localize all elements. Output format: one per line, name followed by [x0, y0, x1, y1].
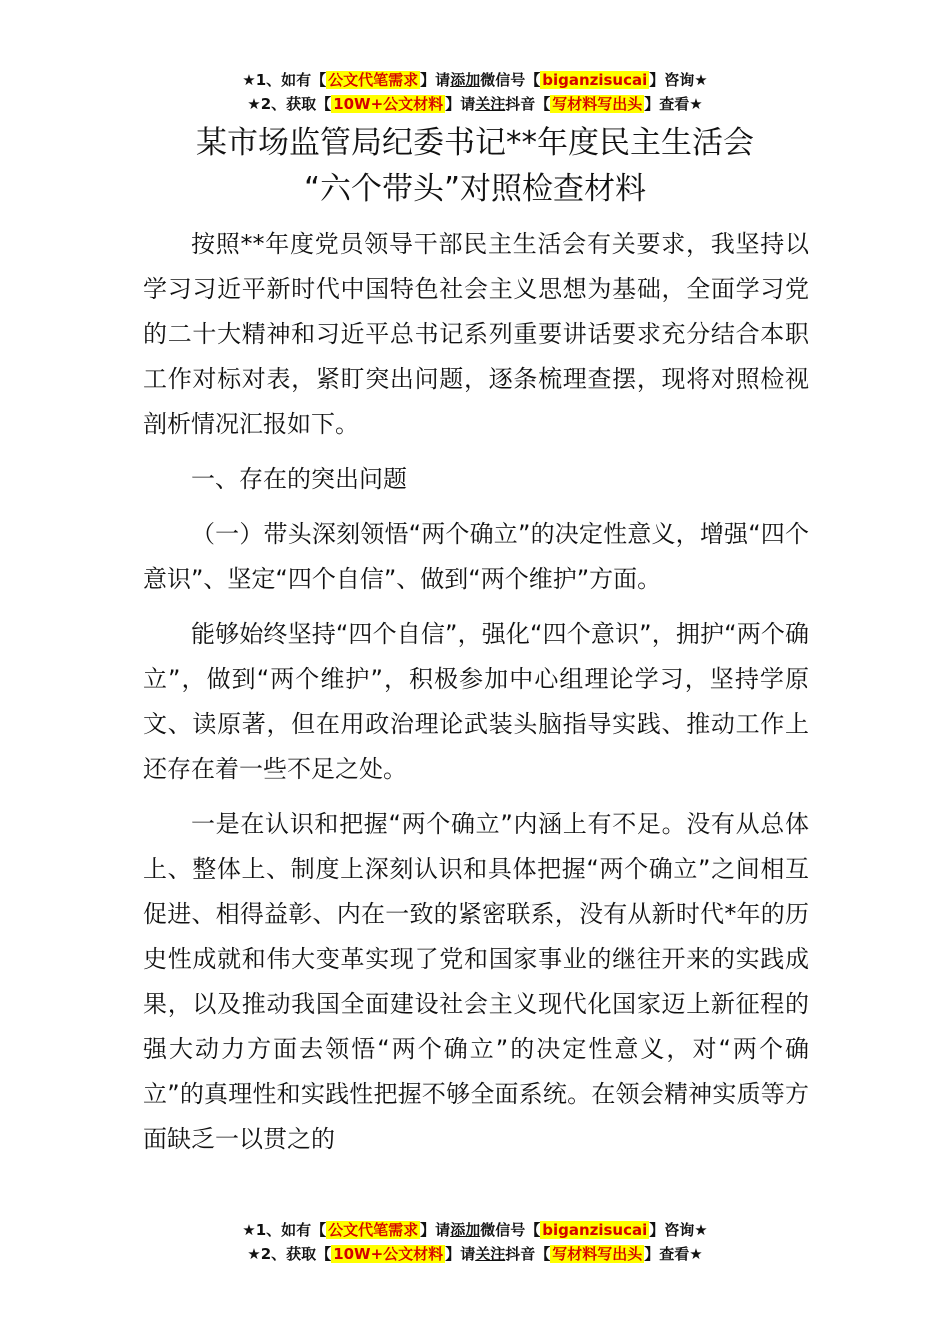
- banner-underline: 添加: [450, 71, 481, 89]
- body-paragraph: 一是在认识和把握“两个确立”内涵上有不足。没有从总体上、整体上、制度上深刻认识和具体把握“两个确立”之间相互促进、相得益彰、内在一致的紧密联系，没有从新时代*年的历史性成就和伟大变革实现了党和国家事业的继往开来的实践成果，以及推动我国全面建设社会主义现代化国家迈上新征程的强大动力方面去领悟“两个确立”的决定性意义，对“两个确立”的真理性和实践性把握不够全面系统。在领会精神实质等方面缺乏一以贯之的: [143, 810, 809, 1153]
- banner-highlight: biganzisucai: [542, 1221, 648, 1239]
- banner-highlight: 10W+公文材料: [333, 95, 444, 113]
- banner-highlight: 公文代笔需求: [328, 71, 419, 89]
- banner-text: ★2、获取【: [247, 95, 332, 113]
- banner-text: ★2、获取【: [247, 1245, 332, 1263]
- section-heading: 一、存在的突出问题: [191, 465, 407, 493]
- banner-line-1: [0, 1218, 950, 1242]
- body-paragraph: 能够始终坚持“四个自信”，强化“四个意识”，拥护“两个确立”，做到“两个维护”，积极参加中心组理论学习，坚持学原文、读原著，但在用政治理论武装头脑指导实践、推动工作上还存在着一些不足之处。: [143, 620, 809, 783]
- banner-text: 】请: [420, 1221, 451, 1239]
- title-line-1: 某市场监管局纪委书记**年度民主生活会: [196, 125, 754, 161]
- banner-highlight: 写材料写出头: [552, 1245, 643, 1263]
- title-line-2: “六个带头”对照检查材料: [303, 171, 647, 207]
- banner-text: 抖音【: [505, 95, 551, 113]
- banner-text: ★1、如有【: [242, 71, 327, 89]
- intro-paragraph: 按照**年度党员领导干部民主生活会有关要求，我坚持以学习习近平新时代中国特色社会主义思想为基础，全面学习党的二十大精神和习近平总书记系列重要讲话要求充分结合本职工作对标对表，紧盯突出问题，逐条梳理查摆，现将对照检视剖析情况汇报如下。: [143, 230, 809, 438]
- header-ad-banner: [0, 68, 950, 116]
- banner-text: 】请: [420, 71, 451, 89]
- footer-ad-banner: [0, 1218, 950, 1266]
- banner-text: 】咨询★: [649, 71, 708, 89]
- banner-text: 】查看★: [644, 1245, 703, 1263]
- banner-highlight: 10W+公文材料: [333, 1245, 444, 1263]
- banner-line-2: [0, 1242, 950, 1266]
- banner-text: 微信号【: [480, 71, 541, 89]
- subsection-heading: （一）带头深刻领悟“两个确立”的决定性意义，增强“四个意识”、坚定“四个自信”、做到“两个维护”方面。: [143, 520, 809, 593]
- banner-text: 抖音【: [505, 1245, 551, 1263]
- banner-text: 微信号【: [480, 1221, 541, 1239]
- banner-text: 】请: [445, 95, 476, 113]
- banner-underline: 添加: [450, 1221, 481, 1239]
- banner-line-1: [0, 68, 950, 92]
- banner-highlight: 写材料写出头: [552, 95, 643, 113]
- banner-underline: 关注: [475, 95, 506, 113]
- banner-line-2: [0, 92, 950, 116]
- document-title: [0, 120, 950, 212]
- banner-highlight: biganzisucai: [542, 71, 648, 89]
- banner-highlight: 公文代笔需求: [328, 1221, 419, 1239]
- document-body: [143, 222, 809, 1172]
- banner-text: 】查看★: [644, 95, 703, 113]
- banner-text: 】请: [445, 1245, 476, 1263]
- banner-text: 】咨询★: [649, 1221, 708, 1239]
- banner-underline: 关注: [475, 1245, 506, 1263]
- banner-text: ★1、如有【: [242, 1221, 327, 1239]
